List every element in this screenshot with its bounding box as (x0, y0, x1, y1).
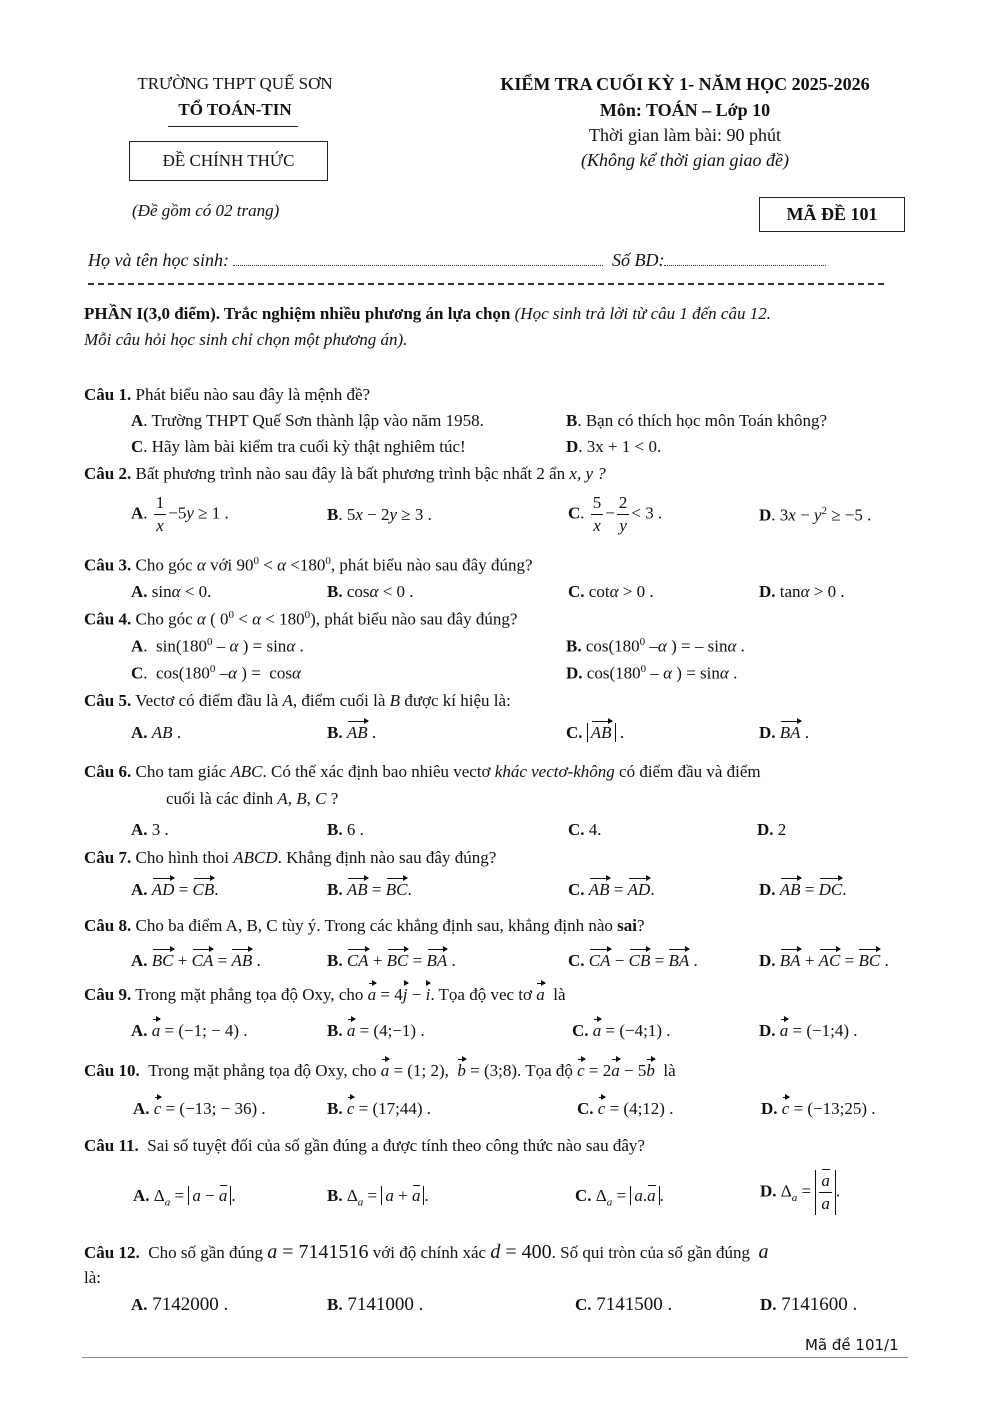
student-info-row (88, 250, 826, 271)
q12-option-a[interactable]: A. 7142000 . (131, 1294, 229, 1315)
section-instruction-2: Mỗi câu hỏi học sinh chỉ chọn một phương án). (84, 330, 408, 349)
question-mid: . Có thể xác định bao nhiêu vectơ (262, 762, 491, 781)
q5-option-b[interactable]: B. AB . (327, 723, 377, 742)
question-text: Cho góc (135, 555, 193, 575)
subject: Môn: TOÁN – Lớp 10 (599, 100, 771, 120)
question-1 (84, 385, 370, 405)
question-label: Câu 6. (84, 762, 132, 781)
q2-option-a[interactable]: A. $\frac{1}{x}$ −5y ≥ 1 . (131, 493, 229, 535)
student-name-field[interactable] (233, 251, 603, 266)
question-tail: , phát biểu nào sau đây đúng? (330, 555, 533, 575)
question-11 (84, 1136, 645, 1156)
option-text: Trường THPT Quế Sơn thành lập vào năm 1958. (151, 411, 484, 430)
q11-option-c[interactable]: C. $\Delta_a = a.a$ . (575, 1186, 664, 1209)
q10-option-b[interactable]: B. c = (17;44) . (327, 1099, 432, 1118)
header-underline (168, 126, 298, 127)
q1-option-d[interactable]: D. 3x + 1 < 0. (566, 437, 662, 456)
question-6-line-2: cuối là các đỉnh A, B, C ? (166, 789, 339, 808)
question-mid: với độ chính xác (372, 1243, 487, 1262)
question-label: Câu 9. (84, 985, 132, 1004)
exam-code-box (759, 197, 905, 232)
q7-option-d[interactable]: D. AB = DC. (759, 880, 847, 899)
question-text: Cho tam giác (135, 762, 227, 781)
question-text: Cho ba điểm A, B, C tùy ý. Trong các khẳng định sau, khẳng định nào (135, 916, 613, 935)
footer-code: Mã đề 101/1 (805, 1336, 899, 1354)
department-name: TỔ TOÁN-TIN (178, 100, 292, 119)
q4-option-a[interactable]: A. $\sin(180^0$ – α ) = sinα . (131, 636, 304, 656)
q8-option-d[interactable]: D. BA + AC = BC . (759, 951, 889, 970)
question-emphasis: sai (617, 916, 637, 935)
page-count: (Đề gồm có 02 trang) (132, 201, 280, 220)
question-tail: . Số qui tròn của số gần đúng (551, 1243, 750, 1262)
option-text: 3x + 1 < 0. (586, 437, 662, 456)
q3-option-b[interactable]: B. cosα < 0 . (327, 582, 414, 601)
q8-option-a[interactable]: A. BC + CA = AB . (131, 951, 261, 970)
exam-code: MÃ ĐỀ 101 (786, 204, 878, 224)
option-text: 2 (777, 820, 787, 839)
question-tail: . Tọa độ vec tơ (430, 985, 533, 1004)
question-12-line-2: là: (84, 1268, 101, 1287)
option-text: 6 . (346, 820, 364, 839)
question-emphasis: khác vectơ-không (494, 762, 615, 781)
q4-option-c[interactable]: C. $\cos(180^0$ –α ) = cosα (131, 663, 301, 683)
q12-option-c[interactable]: C. 7141500 . (575, 1294, 673, 1315)
question-2 (84, 464, 606, 484)
exam-title: KIỂM TRA CUỐI KỲ 1- NĂM HỌC 2025-2026 (500, 74, 870, 94)
q5-option-d[interactable]: D. BA . (759, 723, 810, 742)
q3-option-c[interactable]: C. cotα > 0 . (568, 582, 654, 601)
question-10: Câu 10. Trong mặt phẳng tọa độ Oxy, cho a = (1; 2), b = (3;8). Tọa độ c = 2a − 5b là (84, 1061, 676, 1080)
question-12: Câu 12. Cho số gần đúng a = 7141516 với độ chính xác d = 400. Số qui tròn của số gần đúng a (84, 1241, 769, 1263)
question-tail: . Khẳng định nào sau đây đúng? (277, 848, 497, 867)
question-label: Câu 2. (84, 464, 132, 483)
question-text: Trong mặt phẳng tọa độ Oxy, cho (135, 985, 364, 1004)
question-label: Câu 8. (84, 916, 132, 935)
q3-option-a[interactable]: A. sinα < 0. (131, 582, 212, 601)
q4-option-b[interactable]: B. $\cos(180^0$ –α ) = – sinα . (566, 636, 745, 656)
option-text: 7141000 . (347, 1294, 424, 1315)
question-label: Câu 12. (84, 1243, 140, 1262)
q1-option-c[interactable]: C. Hãy làm bài kiểm tra cuối kỳ thật nghiêm túc! (131, 437, 466, 456)
option-text: 3 . (151, 820, 169, 839)
q11-option-b[interactable]: B. $\Delta_a = a + a$ . (327, 1186, 429, 1209)
question-5: Câu 5. Vectơ có điểm đầu là A, điểm cuối là B được kí hiệu là: (84, 691, 511, 710)
option-text: 7141600 . (781, 1294, 858, 1315)
q5-option-a[interactable]: A. AB . (131, 723, 182, 742)
q3-option-d[interactable]: D. tanα > 0 . (759, 582, 845, 601)
q10-option-a[interactable]: A. c = (−13; − 36) . (133, 1099, 266, 1118)
q12-option-b[interactable]: B. 7141000 . (327, 1294, 424, 1315)
q1-option-b[interactable]: B. Bạn có thích học môn Toán không? (566, 411, 828, 430)
question-mid: , điểm cuối là (292, 691, 386, 710)
question-label: Câu 1. (84, 385, 132, 404)
q6-option-c[interactable]: C. 4. (568, 820, 602, 839)
q8-option-b[interactable]: B. CA + BC = BA . (327, 951, 456, 970)
question-text: Vectơ có điểm đầu là (135, 691, 279, 710)
duration: Thời gian làm bài: 90 phút (589, 125, 781, 145)
q9-option-a[interactable]: A. a = (−1; − 4) . (131, 1021, 248, 1040)
question-3: Câu 3. Cho góc α với $90^0 < \alpha <180^0$, phát biểu nào sau đây đúng? (84, 555, 533, 575)
option-text: Hãy làm bài kiểm tra cuối kỳ thật nghiêm túc! (151, 437, 466, 456)
question-label: Câu 3. (84, 555, 132, 575)
question-text: Trong mặt phẳng tọa độ Oxy, cho (148, 1061, 377, 1080)
option-text: 4. (588, 820, 602, 839)
q9-option-b[interactable]: B. a = (4;−1) . (327, 1021, 425, 1040)
q8-option-c[interactable]: C. CA − CB = BA . (568, 951, 698, 970)
section-title: PHẦN I(3,0 điểm). Trắc nghiệm nhiều phương án lựa chọn (84, 304, 511, 323)
duration-note: (Không kể thời gian giao đề) (580, 150, 790, 170)
q6-option-d[interactable]: D. 2 (757, 820, 787, 839)
section-heading (84, 304, 771, 324)
question-label: Câu 10. (84, 1061, 140, 1080)
q10-option-c[interactable]: C. c = (4;12) . (577, 1099, 674, 1118)
section-instruction-1: (Học sinh trả lời từ câu 1 đến câu 12. (514, 304, 771, 323)
q11-option-a[interactable]: A. $\Delta_a = a - a$ . (133, 1186, 236, 1209)
question-label: Câu 4. (84, 609, 132, 629)
q10-option-d[interactable]: D. c = (−13;25) . (761, 1099, 876, 1118)
question-7: Câu 7. Cho hình thoi ABCD. Khẳng định nào sau đây đúng? (84, 848, 497, 867)
q4-option-d[interactable]: D. $\cos(180^0$ – α ) = sinα . (566, 663, 738, 683)
footer-divider (82, 1357, 908, 1358)
option-text: Bạn có thích học môn Toán không? (585, 411, 828, 430)
question-tail: , phát biểu nào sau đây đúng? (315, 609, 518, 629)
q6-option-b[interactable]: B. 6 . (327, 820, 364, 839)
question-text: Bất phương trình nào sau đây là bất phương trình bậc nhất 2 ẩn (135, 464, 566, 483)
q2-option-b[interactable]: B. 5x − 2y ≥ 3 . (327, 505, 432, 524)
q11-option-d[interactable]: D. $\Delta_a$ = $\frac{a}{a}$ . (760, 1171, 841, 1213)
question-tail: có điểm đầu và điểm (619, 762, 761, 781)
question-8: Câu 8. Cho ba điểm A, B, C tùy ý. Trong các khẳng định sau, khẳng định nào sai? (84, 916, 645, 935)
sbd-field[interactable] (664, 251, 826, 266)
q7-option-b[interactable]: B. AB = BC. (327, 880, 412, 899)
separator-line (88, 283, 888, 285)
sbd-label: Số BD: (611, 250, 665, 270)
q5-option-c[interactable]: C. AB . (566, 723, 625, 742)
question-label: Câu 11. (84, 1136, 139, 1155)
question-text: Cho góc (135, 609, 193, 629)
question-6: Câu 6. Cho tam giác ABC. Có thể xác định bao nhiêu vectơ khác vectơ-không có điểm đầu và điểm (84, 762, 761, 781)
question-vars: x, y ? (569, 464, 606, 483)
q6-option-a[interactable]: A. 3 . (131, 820, 169, 839)
q2-option-c[interactable]: C. $\frac{5}{x}$ − $\frac{2}{y}$ < 3 . (568, 493, 663, 535)
question-tail: được kí hiệu là: (404, 691, 511, 710)
q12-option-d[interactable]: D. 7141600 . (760, 1294, 858, 1315)
school-name: TRƯỜNG THPT QUẾ SƠN (137, 74, 333, 93)
official-badge (129, 141, 328, 181)
question-label: Câu 7. (84, 848, 132, 867)
q7-option-c[interactable]: C. AB = AD. (568, 880, 655, 899)
q1-option-a[interactable]: A. Trường THPT Quế Sơn thành lập vào năm 1958. (131, 411, 484, 430)
student-name-label: Họ và tên học sinh: (88, 250, 229, 270)
q2-option-d[interactable]: D. $3x - y^2 \ge -5$ . (759, 505, 872, 525)
question-tail: . Tọa độ (517, 1061, 573, 1080)
q7-option-a[interactable]: A. AD = CB. (131, 880, 219, 899)
question-4: Câu 4. Cho góc α ( $0^0 < \alpha < 180^0$), phát biểu nào sau đây đúng? (84, 609, 518, 629)
question-text: Phát biểu nào sau đây là mệnh đề? (135, 385, 371, 404)
question-9: Câu 9. Trong mặt phẳng tọa độ Oxy, cho a = 4j − i. Tọa độ vec tơ a là (84, 985, 566, 1004)
option-text: 7141500 . (596, 1294, 673, 1315)
question-text: Cho hình thoi (135, 848, 229, 867)
question-text: Cho số gần đúng (148, 1243, 263, 1262)
question-text: Sai số tuyệt đối của số gần đúng a được tính theo công thức nào sau đây? (147, 1136, 645, 1155)
official-badge-text: ĐỀ CHÍNH THỨC (162, 151, 295, 170)
q9-option-d[interactable]: D. a = (−1;4) . (759, 1021, 858, 1040)
question-label: Câu 5. (84, 691, 132, 710)
option-text: 7142000 . (152, 1294, 229, 1315)
q9-option-c[interactable]: C. a = (−4;1) . (572, 1021, 671, 1040)
